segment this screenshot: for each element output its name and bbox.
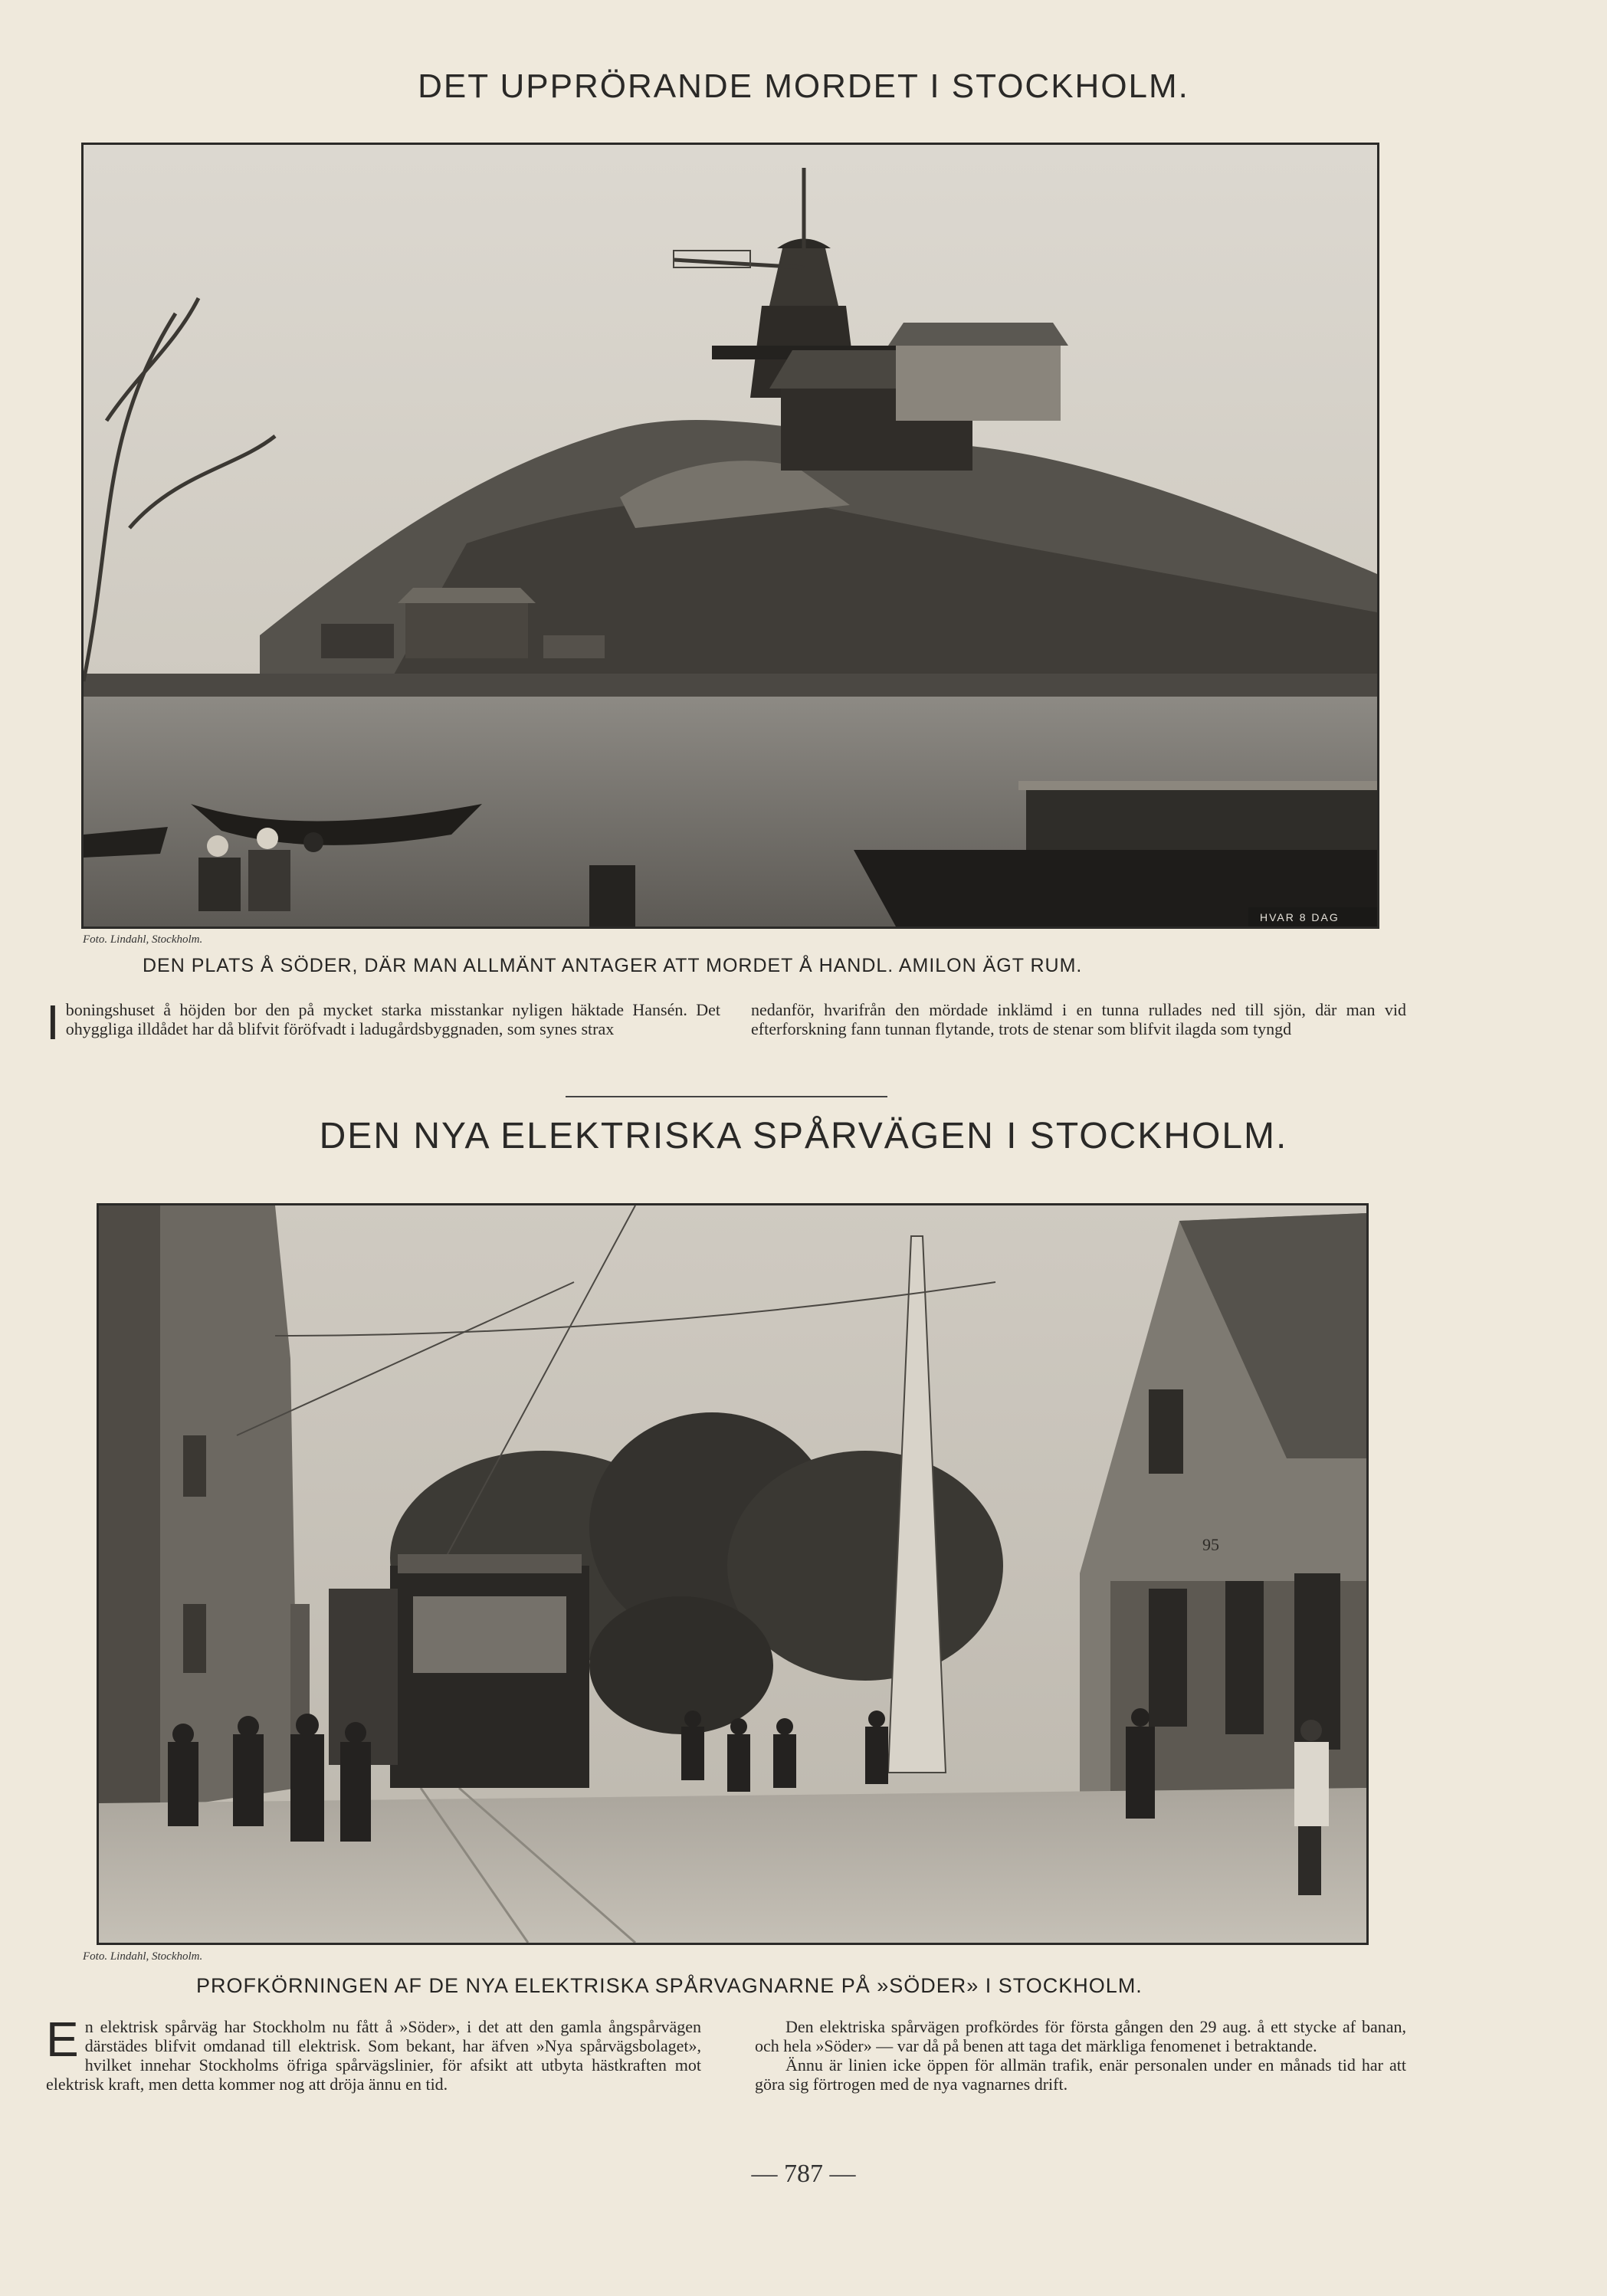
article1-caption: DEN PLATS Å SÖDER, DÄR MAN ALLMÄNT ANTAGER ATT MORDET Å HANDL. AMILON ÄGT RUM. [143, 955, 1083, 976]
dropcap-e: E [46, 2012, 79, 2067]
article1-text-right: nedanför, hvarifrån den mördade inklämd i en tunna rullades ned till sjön, där man vid efterforskning fann tunnan flytande, trots de stenar som blifvit ilagda som tyngd [751, 1000, 1406, 1038]
article1-title: DET UPPRÖRANDE MORDET I STOCKHOLM. [418, 67, 1189, 105]
tram-photo [97, 1203, 1369, 1945]
dropcap-i: I [46, 995, 60, 1050]
article1-text-left [46, 995, 720, 1050]
article1-text-left-body: boningshuset å höjden bor den på mycket starka misstankar nyligen häktade Hansén. Det ohyggliga illdådet har då blifvit föröfvadt i ladugårdsbyggnaden, som synes strax [65, 1000, 720, 1038]
photo-credit-2: Foto. Lindahl, Stockholm. [83, 1950, 203, 1963]
section-divider [566, 1096, 887, 1097]
article2-text-right-p2: Ännu är linien icke öppen för allmän trafik, enär personalen under en månads tid har att göra sig förtrogen med de nya vagnarnes drift. [755, 2055, 1406, 2094]
house-number: 95 [1202, 1535, 1219, 1554]
page-number: — 787 — [751, 2160, 856, 2188]
article2-text-left-body: n elektrisk spårväg har Stockholm nu fått å »Söder», i det att den gamla ångspårvägen därstädes blifvit omdanad till elektrisk. Som bekant, har äfven »Nya spårvägsbolaget», hvilket innehar Stockholms öfriga spårvägslinier, för afsikt att utbyta hästkraften mot elektrisk kraft, men detta kommer nog att dröja ännu en tid. [46, 2017, 701, 2094]
windmill-photo [81, 143, 1379, 929]
photo-credit-1: Foto. Lindahl, Stockholm. [83, 933, 203, 946]
tram-illustration [99, 1205, 1366, 1943]
windmill-illustration [84, 145, 1377, 927]
article2-text-right-p1: Den elektriska spårvägen profkördes för första gången den 29 aug. å ett stycke af banan, och hela »Söder» — var då på benen att taga det märkliga fenomenet i betraktande. [755, 2017, 1406, 2055]
article2-text-right [755, 2017, 1406, 2094]
article2-title: DEN NYA ELEKTRISKA SPÅRVÄGEN I STOCKHOLM. [319, 1116, 1288, 1156]
article2-caption: PROFKÖRNINGEN AF DE NYA ELEKTRISKA SPÅRVAGNARNE PÅ »SÖDER» I STOCKHOLM. [196, 1974, 1143, 1997]
photo-watermark: HVAR 8 DAG [1260, 911, 1340, 923]
article2-text-left [46, 2012, 701, 2094]
